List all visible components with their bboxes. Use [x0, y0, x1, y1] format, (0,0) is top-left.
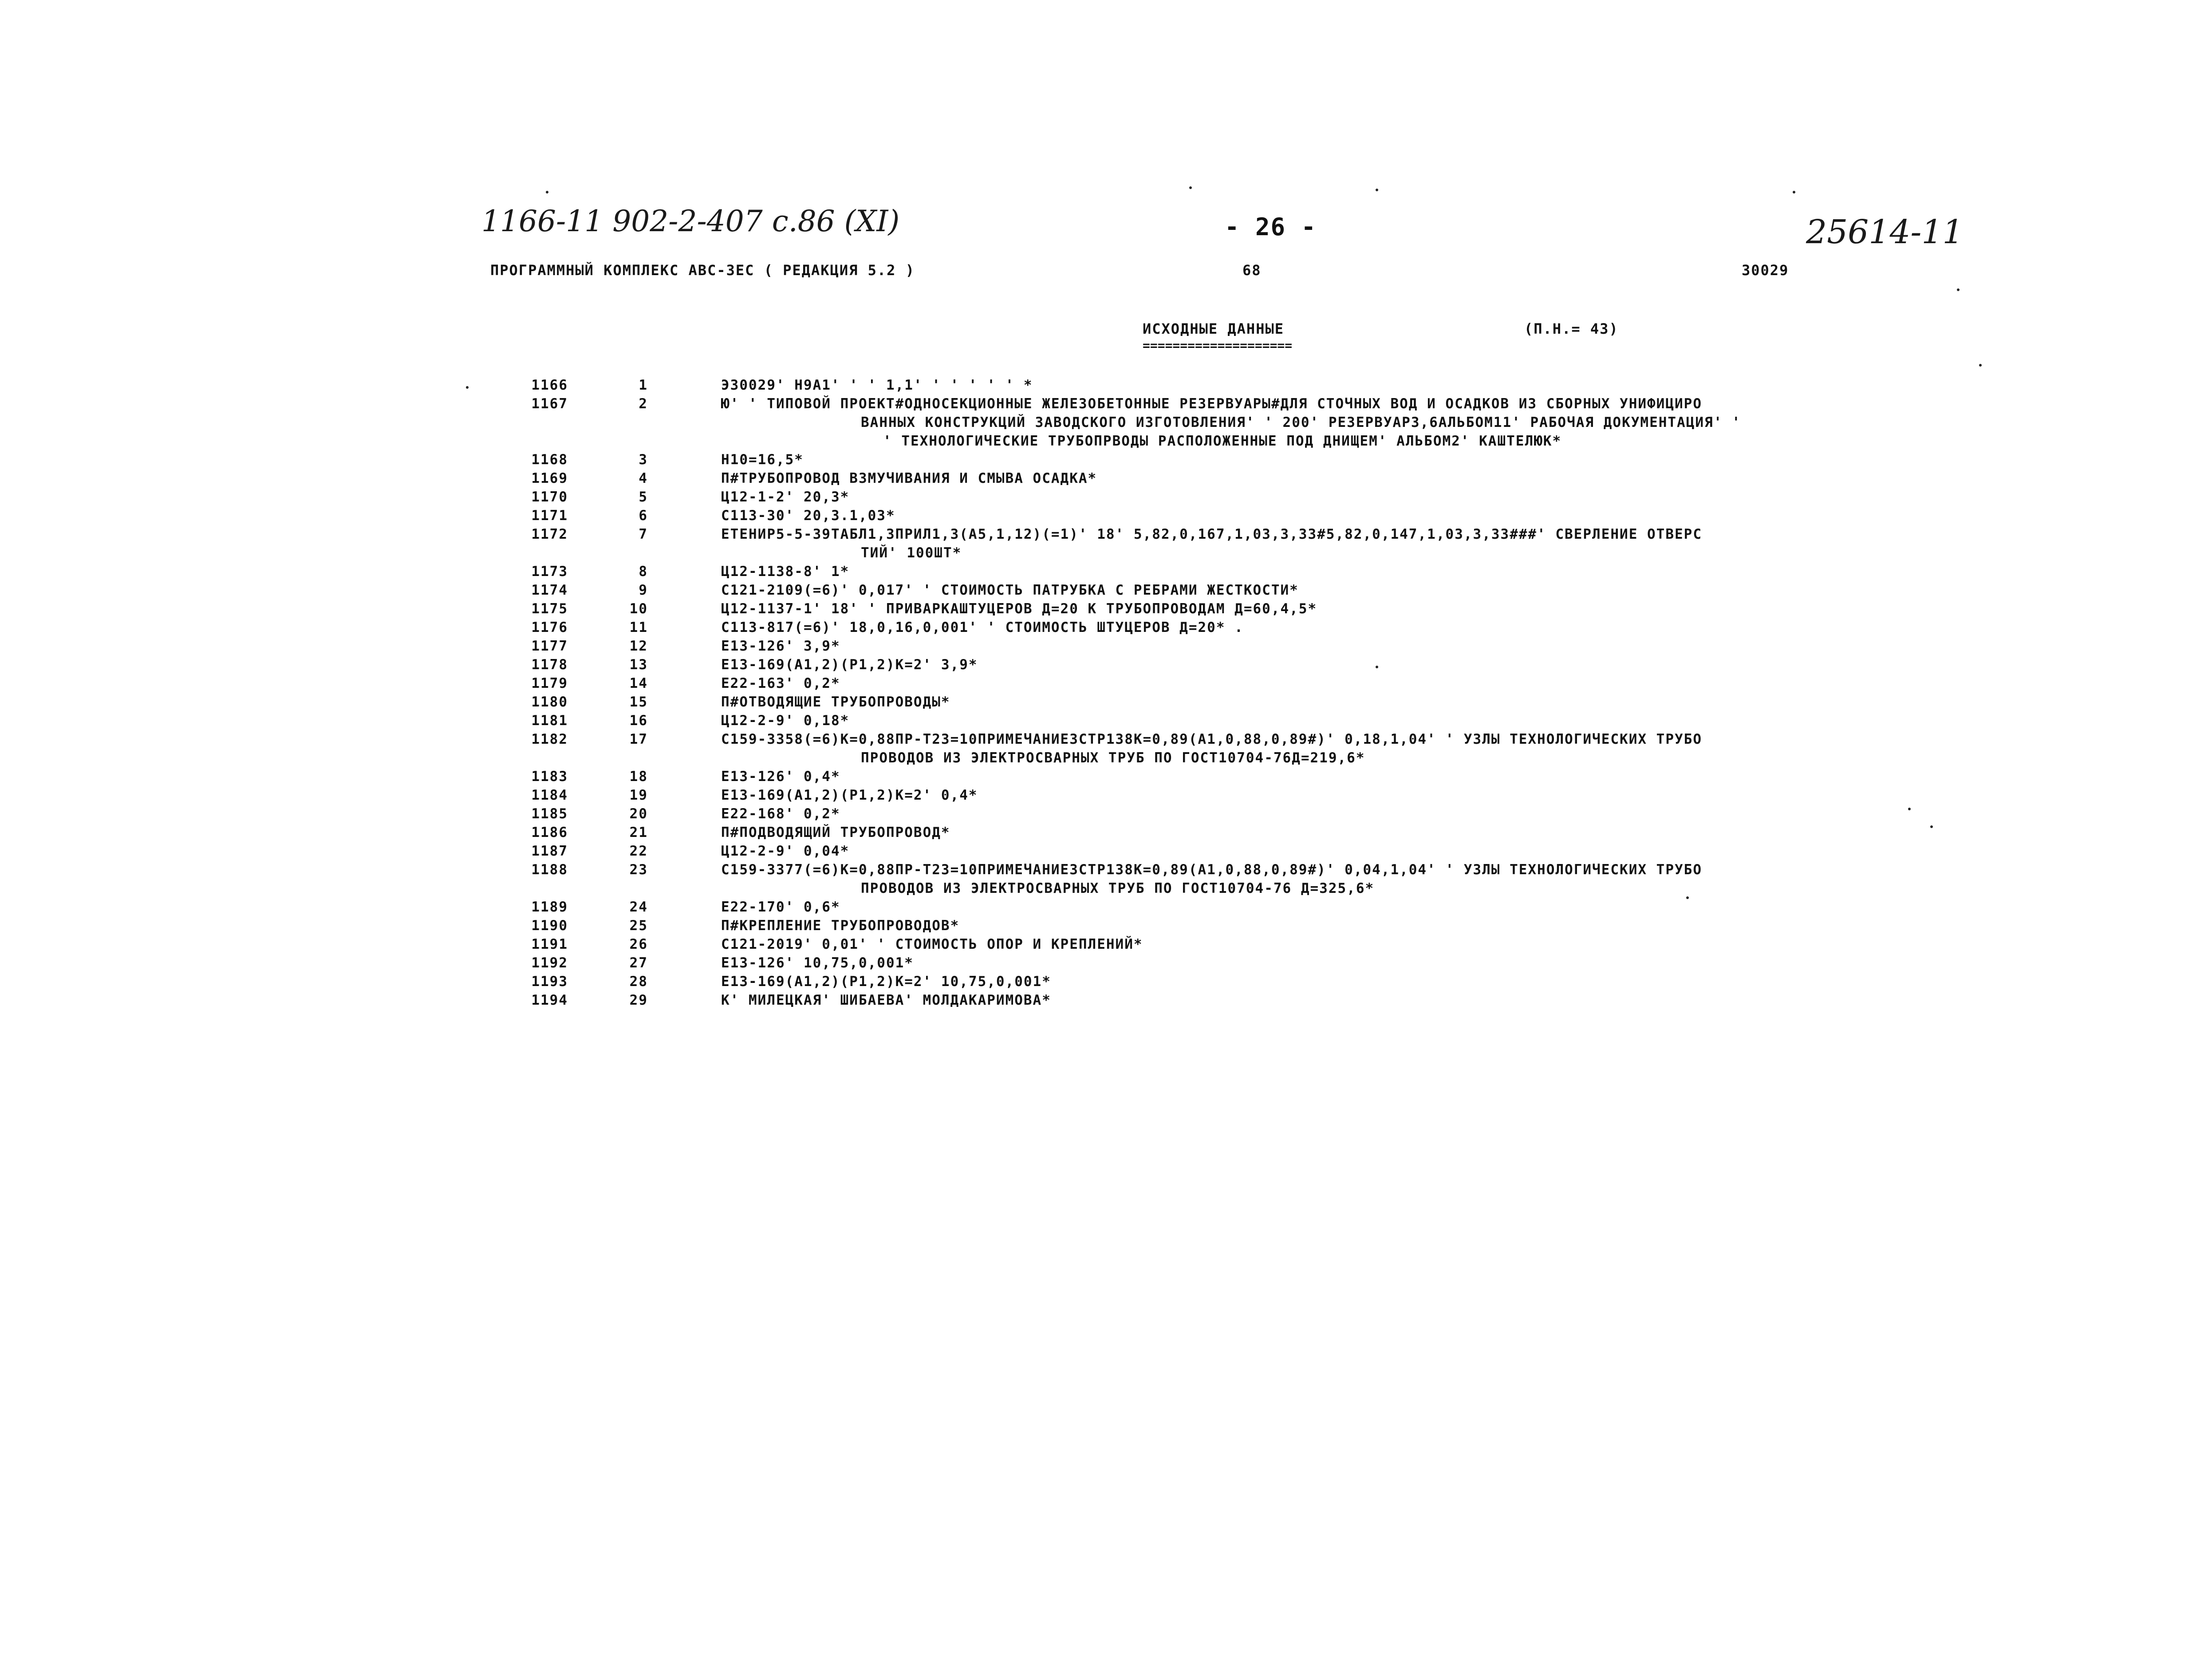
row-number: 1179 [531, 675, 568, 691]
row-text: ТИЙ' 100ШТ* [861, 545, 962, 561]
row-sequence: 25 [629, 918, 648, 934]
row-sequence: 17 [629, 731, 648, 747]
listing-row [510, 657, 2019, 675]
row-text: Е22-163' 0,2* [721, 675, 840, 691]
row-text: Е13-126' 0,4* [721, 769, 840, 785]
row-sequence: 2 [639, 396, 648, 412]
listing-row-continuation [510, 414, 2019, 433]
listing-row [510, 899, 2019, 918]
listing-row [510, 713, 2019, 731]
row-number: 1166 [531, 377, 568, 393]
row-sequence: 7 [639, 526, 648, 542]
program-line: ПРОГРАММНЫЙ КОМПЛЕКС АВС-ЗЕС ( РЕДАКЦИЯ 5.2 ) [490, 262, 915, 279]
row-text: Э30029' Н9А1' ' ' 1,1' ' ' ' ' ' * [721, 377, 1033, 393]
row-number: 1191 [531, 936, 568, 952]
row-sequence: 24 [629, 899, 648, 915]
row-text: Е13-126' 10,75,0,001* [721, 955, 914, 971]
row-number: 1175 [531, 601, 568, 617]
listing-row [510, 675, 2019, 694]
scan-speck [1908, 808, 1911, 810]
row-text: ВАННЫХ КОНСТРУКЦИЙ ЗАВОДСКОГО ИЗГОТОВЛЕНИЯ' ' 200' РЕЗЕРВУАРЗ,6АЛЬБОМ11' РАБОЧАЯ ДОКУМЕНТАЦИЯ' ' [861, 414, 1741, 430]
scan-speck [1376, 189, 1378, 191]
row-sequence: 12 [629, 638, 648, 654]
listing-row [510, 936, 2019, 955]
listing-row [510, 470, 2019, 489]
row-text: Е13-169(А1,2)(Р1,2)К=2' 0,4* [721, 787, 978, 803]
row-number: 1192 [531, 955, 568, 971]
listing-row [510, 638, 2019, 657]
handwritten-left-annotation: 1166-11 902-2-407 с.86 (XI) [481, 204, 900, 238]
row-number: 1170 [531, 489, 568, 505]
listing-row [510, 601, 2019, 619]
listing-row [510, 825, 2019, 843]
row-text: П#КРЕПЛЕНИЕ ТРУБОПРОВОДОВ* [721, 918, 960, 934]
row-sequence: 5 [639, 489, 648, 505]
row-text: С121-2109(=6)' 0,017' ' СТОИМОСТЬ ПАТРУБКА С РЕБРАМИ ЖЕСТКОСТИ* [721, 582, 1299, 598]
row-number: 1187 [531, 843, 568, 859]
scan-speck [1189, 186, 1192, 189]
row-sequence: 4 [639, 470, 648, 486]
row-text: П#ПОДВОДЯЩИЙ ТРУБОПРОВОД* [721, 825, 950, 840]
listing-row [510, 396, 2019, 414]
handwritten-right-annotation: 25614-11 [1806, 213, 1964, 251]
page-number: - 26 - [1225, 213, 1317, 241]
listing-row [510, 452, 2019, 470]
row-text: С159-3377(=6)К=0,88ПР-Т23=10ПРИМЕЧАНИЕ3СТР138К=0,89(А1,0,88,0,89#)' 0,04,1,04' ' УЗЛЫ ТЕХНОЛОГИЧЕСКИХ ТРУБО [721, 862, 1703, 878]
row-number: 1180 [531, 694, 568, 710]
listing-row [510, 377, 2019, 396]
row-number: 1183 [531, 769, 568, 785]
scan-speck [1957, 288, 1960, 291]
listing-row [510, 787, 2019, 806]
row-number: 1167 [531, 396, 568, 412]
listing-row [510, 918, 2019, 936]
row-text: Ц12-1-2' 20,3* [721, 489, 850, 505]
row-number: 1176 [531, 619, 568, 635]
row-number: 1174 [531, 582, 568, 598]
scan-speck [546, 191, 548, 193]
row-sequence: 21 [629, 825, 648, 840]
row-sequence: 3 [639, 452, 648, 468]
listing-row-continuation [510, 880, 2019, 899]
listing-row [510, 619, 2019, 638]
row-sequence: 14 [629, 675, 648, 691]
row-sequence: 16 [629, 713, 648, 729]
listing-row [510, 582, 2019, 601]
listing-row [510, 843, 2019, 862]
row-text: П#ОТВОДЯЩИЕ ТРУБОПРОВОДЫ* [721, 694, 950, 710]
scan-speck [1376, 666, 1378, 668]
row-number: 1194 [531, 992, 568, 1008]
row-text: Ц12-2-9' 0,18* [721, 713, 850, 729]
row-sequence: 8 [639, 564, 648, 580]
listing-row [510, 694, 2019, 713]
listing-row-continuation [510, 750, 2019, 769]
listing-row [510, 508, 2019, 526]
row-number: 1173 [531, 564, 568, 580]
scan-speck [1979, 364, 1982, 367]
row-number: 1190 [531, 918, 568, 934]
row-text: Ц12-2-9' 0,04* [721, 843, 850, 859]
row-text: С113-30' 20,3.1,03* [721, 508, 895, 524]
row-number: 1184 [531, 787, 568, 803]
row-text: Е13-126' 3,9* [721, 638, 840, 654]
listing-row [510, 769, 2019, 787]
scan-speck [1930, 825, 1933, 828]
listing-row-continuation [510, 433, 2019, 452]
section-params: (П.Н.= 43) [1524, 320, 1619, 337]
listing-row [510, 955, 2019, 974]
row-sequence: 29 [629, 992, 648, 1008]
row-number: 1177 [531, 638, 568, 654]
row-sequence: 28 [629, 974, 648, 990]
row-text: Ц12-1137-1' 18' ' ПРИВАРКАШТУЦЕРОВ Д=20 К ТРУБОПРОВОДАМ Д=60,4,5* [721, 601, 1317, 617]
row-sequence: 13 [629, 657, 648, 673]
row-text: С159-3358(=6)К=0,88ПР-Т23=10ПРИМЕЧАНИЕ3СТР138К=0,89(А1,0,88,0,89#)' 0,18,1,04' ' УЗЛЫ ТЕХНОЛОГИЧЕСКИХ ТРУБО [721, 731, 1703, 747]
row-text: Е13-169(А1,2)(Р1,2)К=2' 10,75,0,001* [721, 974, 1051, 990]
listing-row [510, 731, 2019, 750]
doc-code: 30029 [1742, 262, 1789, 279]
row-text: Е22-170' 0,6* [721, 899, 840, 915]
row-number: 1189 [531, 899, 568, 915]
row-text: ПРОВОДОВ ИЗ ЭЛЕКТРОСВАРНЫХ ТРУБ ПО ГОСТ10704-76 Д=325,6* [861, 880, 1375, 896]
scan-speck [466, 386, 469, 389]
data-listing [510, 377, 2019, 1011]
section-title-underline: ==================== [1143, 338, 1293, 353]
row-sequence: 1 [639, 377, 648, 393]
sheet-code: 68 [1242, 262, 1262, 279]
row-text: Е13-169(А1,2)(Р1,2)К=2' 3,9* [721, 657, 978, 673]
row-text: ЕТЕНИР5-5-39ТАБЛ1,3ПРИЛ1,3(А5,1,12)(=1)' 18' 5,82,0,167,1,03,3,33#5,82,0,147,1,03,3,33###' СВЕРЛЕНИЕ ОТВЕРС [721, 526, 1703, 542]
row-number: 1169 [531, 470, 568, 486]
scan-speck [1686, 896, 1689, 899]
row-number: 1178 [531, 657, 568, 673]
row-text: Ц12-1138-8' 1* [721, 564, 850, 580]
row-sequence: 10 [629, 601, 648, 617]
row-number: 1193 [531, 974, 568, 990]
row-text: П#ТРУБОПРОВОД ВЗМУЧИВАНИЯ И СМЫВА ОСАДКА* [721, 470, 1097, 486]
row-sequence: 20 [629, 806, 648, 822]
row-number: 1171 [531, 508, 568, 524]
row-sequence: 9 [639, 582, 648, 598]
row-sequence: 19 [629, 787, 648, 803]
row-text: С113-817(=6)' 18,0,16,0,001' ' СТОИМОСТЬ ШТУЦЕРОВ Д=20* . [721, 619, 1244, 635]
listing-row [510, 862, 2019, 880]
row-sequence: 27 [629, 955, 648, 971]
row-number: 1181 [531, 713, 568, 729]
listing-row [510, 526, 2019, 545]
row-text: С121-2019' 0,01' ' СТОИМОСТЬ ОПОР И КРЕПЛЕНИЙ* [721, 936, 1143, 952]
row-number: 1188 [531, 862, 568, 878]
listing-row [510, 489, 2019, 508]
row-text: Е22-168' 0,2* [721, 806, 840, 822]
listing-row [510, 992, 2019, 1011]
row-text: Ю' ' ТИПОВОЙ ПРОЕКТ#ОДНОСЕКЦИОННЫЕ ЖЕЛЕЗОБЕТОННЫЕ РЕЗЕРВУАРЫ#ДЛЯ СТОЧНЫХ ВОД И ОСАДКОВ ИЗ СБОРНЫХ УНИФИЦИРО [721, 396, 1703, 412]
row-number: 1168 [531, 452, 568, 468]
row-sequence: 22 [629, 843, 648, 859]
row-sequence: 23 [629, 862, 648, 878]
row-sequence: 26 [629, 936, 648, 952]
row-sequence: 15 [629, 694, 648, 710]
row-number: 1172 [531, 526, 568, 542]
row-text: К' МИЛЕЦКАЯ' ШИБАЕВА' МОЛДАКАРИМОВА* [721, 992, 1051, 1008]
row-number: 1185 [531, 806, 568, 822]
scan-speck [1793, 191, 1795, 193]
listing-row [510, 974, 2019, 992]
row-text: ' ТЕХНОЛОГИЧЕСКИЕ ТРУБОПРВОДЫ РАСПОЛОЖЕННЫЕ ПОД ДНИЩЕМ' АЛЬБОМ2' КАШТЕЛЮК* [883, 433, 1562, 449]
row-text: Н10=16,5* [721, 452, 804, 468]
row-text: ПРОВОДОВ ИЗ ЭЛЕКТРОСВАРНЫХ ТРУБ ПО ГОСТ10704-76Д=219,6* [861, 750, 1365, 766]
listing-row [510, 564, 2019, 582]
listing-row-continuation [510, 545, 2019, 564]
row-sequence: 11 [629, 619, 648, 635]
row-sequence: 18 [629, 769, 648, 785]
listing-row [510, 806, 2019, 825]
row-number: 1182 [531, 731, 568, 747]
row-sequence: 6 [639, 508, 648, 524]
section-title: ИСХОДНЫЕ ДАННЫЕ [1143, 320, 1284, 337]
row-number: 1186 [531, 825, 568, 840]
